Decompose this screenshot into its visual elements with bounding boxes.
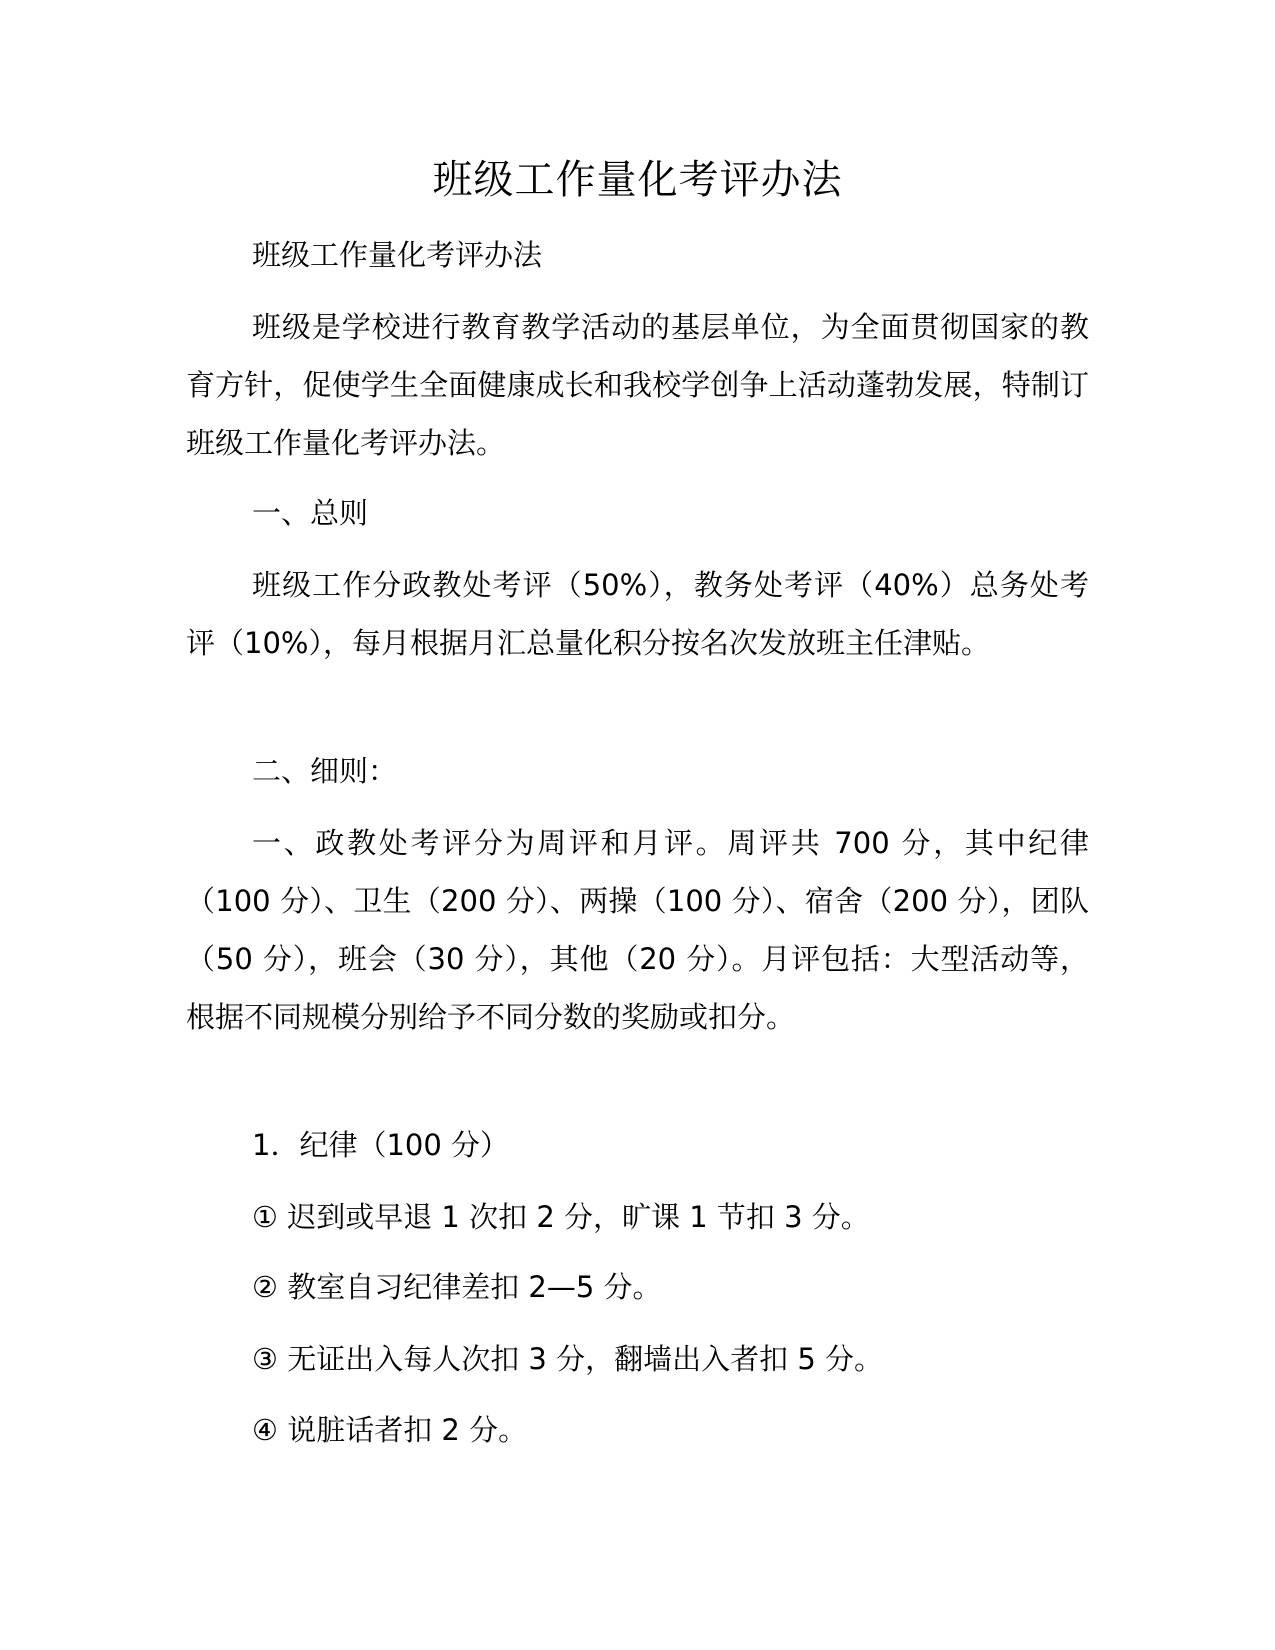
discipline-item: ② 教室自习纪律差扣 2—5 分。 [252,1270,662,1304]
details-paragraph: 一、政教处考评分为周评和月评。周评共 700 分，其中纪律（100 分）、卫生（200 分）、两操（100 分）、宿舍（200 分），团队（50 分），班会（30 分），其他（20 分）。月评包括：大型活动等，根据不同规模分别给予不同分数的奖励或扣分。 [186,826,1089,1034]
section-heading-general: 一、总则 [252,496,369,530]
document-title: 班级工作量化考评办法 [432,157,843,203]
discipline-item: ④ 说脏话者扣 2 分。 [252,1413,528,1447]
section-heading-details: 二、细则： [252,754,398,788]
discipline-item: ③ 无证出入每人次扣 3 分，翻墙出入者扣 5 分。 [252,1342,883,1376]
general-rules-paragraph: 班级工作分政教处考评（50%），教务处考评（40%）总务处考评（10%），每月根据月汇总量化积分按名次发放班主任津贴。 [186,568,1089,660]
discipline-heading: 1．纪律（100 分） [252,1128,510,1162]
discipline-item: ① 迟到或早退 1 次扣 2 分，旷课 1 节扣 3 分。 [252,1200,870,1234]
intro-paragraph: 班级是学校进行教育教学活动的基层单位，为全面贯彻国家的教育方针，促使学生全面健康成长和我校学创争上活动蓬勃发展，特制订班级工作量化考评办法。 [186,310,1089,460]
document-subtitle: 班级工作量化考评办法 [252,238,543,272]
